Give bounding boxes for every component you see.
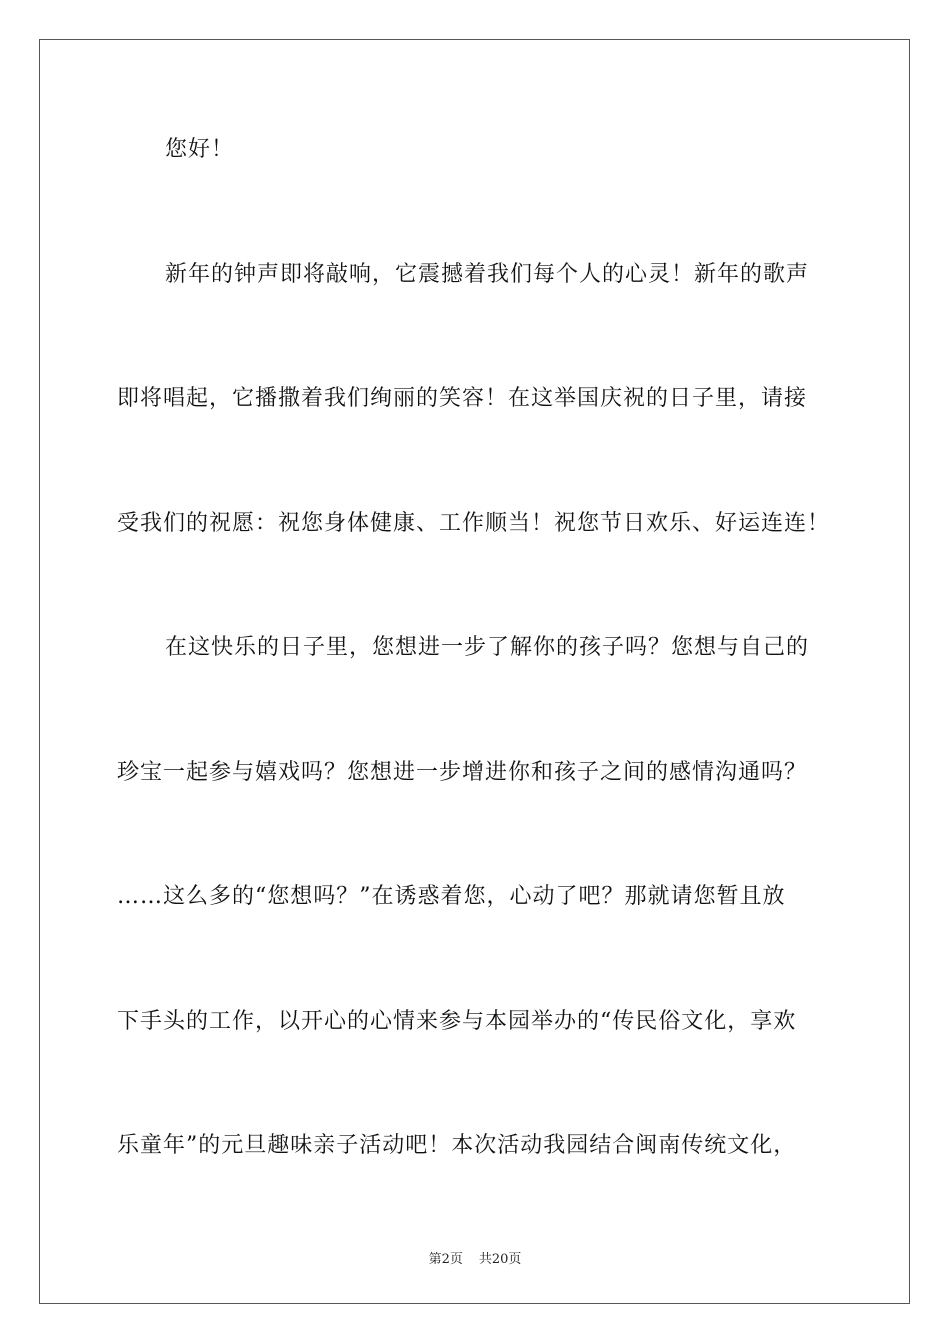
page-number: 第2页 <box>428 1252 463 1267</box>
paragraph-line: 即将唱起，它播撒着我们绚丽的笑容！在这举国庆祝的日子里，请接 <box>117 386 808 411</box>
greeting-line: 您好！ <box>165 137 235 162</box>
paragraph-line: 乐童年”的元旦趣味亲子活动吧！本次活动我园结合闽南传统文化， <box>117 1133 797 1158</box>
paragraph-line: 在这快乐的日子里，您想进一步了解你的孩子吗？您想与自己的 <box>165 635 810 660</box>
paragraph-line: 珍宝一起参与嬉戏吗？您想进一步增进你和孩子之间的感情沟通吗？ <box>117 760 808 785</box>
paragraph-line: 下手头的工作，以开心的心情来参与本园举办的“传民俗文化，享欢 <box>117 1009 797 1034</box>
page-total: 共20页 <box>478 1252 522 1267</box>
paragraph-line: 受我们的祝愿：祝您身体健康、工作顺当！祝您节日欢乐、好运连连！ <box>117 511 831 536</box>
page-footer <box>0 1248 950 1267</box>
paragraph-line: 新年的钟声即将敲响，它震撼着我们每个人的心灵！新年的歌声 <box>165 262 810 287</box>
paragraph-line: ……这么多的“您想吗？”在诱惑着您，心动了吧？那就请您暂且放 <box>117 884 786 909</box>
page-border <box>39 39 910 1304</box>
